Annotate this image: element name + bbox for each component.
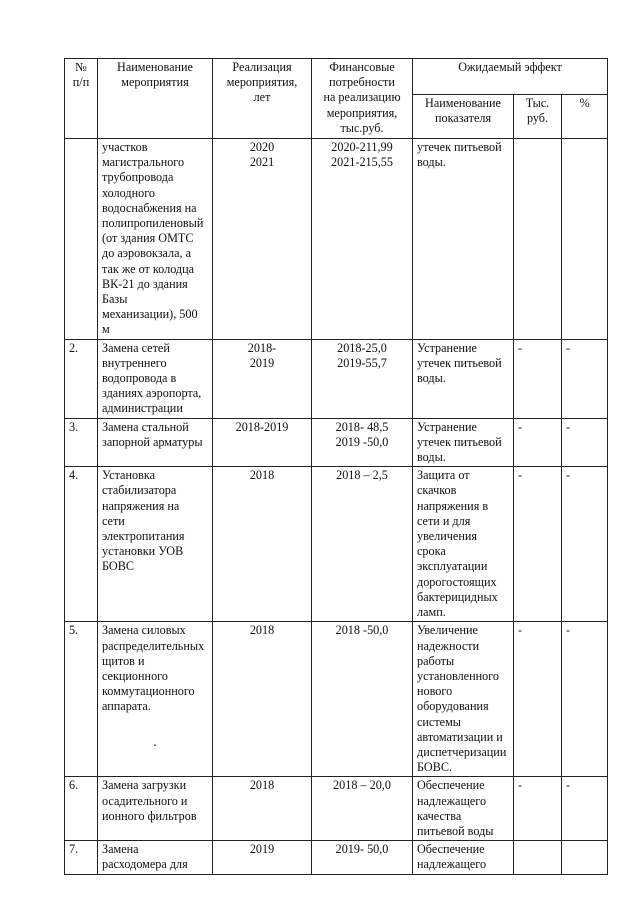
row-finance: 2018 -50,0 <box>312 622 413 777</box>
header-thousand-rub: Тыс. руб. <box>514 95 562 139</box>
table-row <box>65 418 608 467</box>
row-period: 2018 <box>213 467 312 622</box>
row-rub: - <box>514 777 562 841</box>
row-name: Замена сетей внутреннего водопровода в зданиях аэропорта, администрации <box>98 339 213 418</box>
row-rub: - <box>514 339 562 418</box>
row-finance: 2018-25,0 2019-55,7 <box>312 339 413 418</box>
row-finance: 2019- 50,0 <box>312 841 413 874</box>
row-indicator: Защита от скачков напряжения в сети и для увеличения срока эксплуатации дорогостоящих бактерицидных ламп. <box>413 467 514 622</box>
header-period: Реализация мероприятия, лет <box>213 59 312 139</box>
row-finance: 2018 – 2,5 <box>312 467 413 622</box>
row-indicator: Увеличение надежности работы установленного нового оборудования системы автоматизации и диспетчеризации БОВС. <box>413 622 514 777</box>
row-period: 2018- 2019 <box>213 339 312 418</box>
row-pct: - <box>562 777 608 841</box>
row-pct: - <box>562 467 608 622</box>
row-name: Замена загрузки осадительного и ионного фильтров <box>98 777 213 841</box>
row-finance: 2020-211,99 2021-215,55 <box>312 139 413 340</box>
row-finance: 2018- 48,5 2019 -50,0 <box>312 418 413 467</box>
row-name: Замена силовых распределительных щитов и секционного коммутационного аппарата. <box>102 623 205 714</box>
row-name: Замена расходомера для <box>98 841 213 874</box>
row-indicator: Устранение утечек питьевой воды. <box>413 418 514 467</box>
table-row <box>65 622 608 777</box>
row-num: 2. <box>65 339 98 418</box>
table-row <box>65 139 608 340</box>
row-period: 2018 <box>213 777 312 841</box>
row-pct: - <box>562 339 608 418</box>
header-indicator: Наименование показателя <box>413 95 514 139</box>
row-period: 2018 <box>213 622 312 777</box>
row-num: 6. <box>65 777 98 841</box>
row-num: 4. <box>65 467 98 622</box>
row-rub <box>514 841 562 874</box>
row-rub <box>514 139 562 340</box>
stray-mark: . <box>153 734 157 750</box>
row-indicator: Устранение утечек питьевой воды. <box>413 339 514 418</box>
row-indicator: утечек питьевой воды. <box>413 139 514 340</box>
row-num: 7. <box>65 841 98 874</box>
row-period: 2019 <box>213 841 312 874</box>
header-percent: % <box>562 95 608 139</box>
table-row <box>65 339 608 418</box>
row-num: 3. <box>65 418 98 467</box>
row-finance: 2018 – 20,0 <box>312 777 413 841</box>
row-pct: - <box>562 418 608 467</box>
row-name: участков магистрального трубопровода холодного водоснабжения на полипропиленовый (от здания ОМТС до аэровокзала, а так же от колодца ВК-21 до здания Базы механизации), 500 м <box>98 139 213 340</box>
header-num: № п/п <box>65 59 98 139</box>
row-pct <box>562 841 608 874</box>
row-pct <box>562 139 608 340</box>
row-period: 2018-2019 <box>213 418 312 467</box>
table-row <box>65 467 608 622</box>
row-name-cell <box>98 622 213 777</box>
row-num: 5. <box>65 622 98 777</box>
row-name: Замена стальной запорной арматуры <box>98 418 213 467</box>
row-period: 2020 2021 <box>213 139 312 340</box>
header-effect: Ожидаемый эффект <box>413 59 608 95</box>
row-rub: - <box>514 418 562 467</box>
row-rub: - <box>514 622 562 777</box>
row-indicator: Обеспечение надлежащего <box>413 841 514 874</box>
row-name: Установка стабилизатора напряжения на сети электропитания установки УОВ БОВС <box>98 467 213 622</box>
row-pct: - <box>562 622 608 777</box>
measures-table <box>64 58 608 875</box>
table-row <box>65 841 608 874</box>
header-finance: Финансовые потребности на реализацию мероприятия, тыс.руб. <box>312 59 413 139</box>
row-rub: - <box>514 467 562 622</box>
header-name: Наименование мероприятия <box>98 59 213 139</box>
row-indicator: Обеспечение надлежащего качества питьевой воды <box>413 777 514 841</box>
row-num <box>65 139 98 340</box>
table-row <box>65 777 608 841</box>
